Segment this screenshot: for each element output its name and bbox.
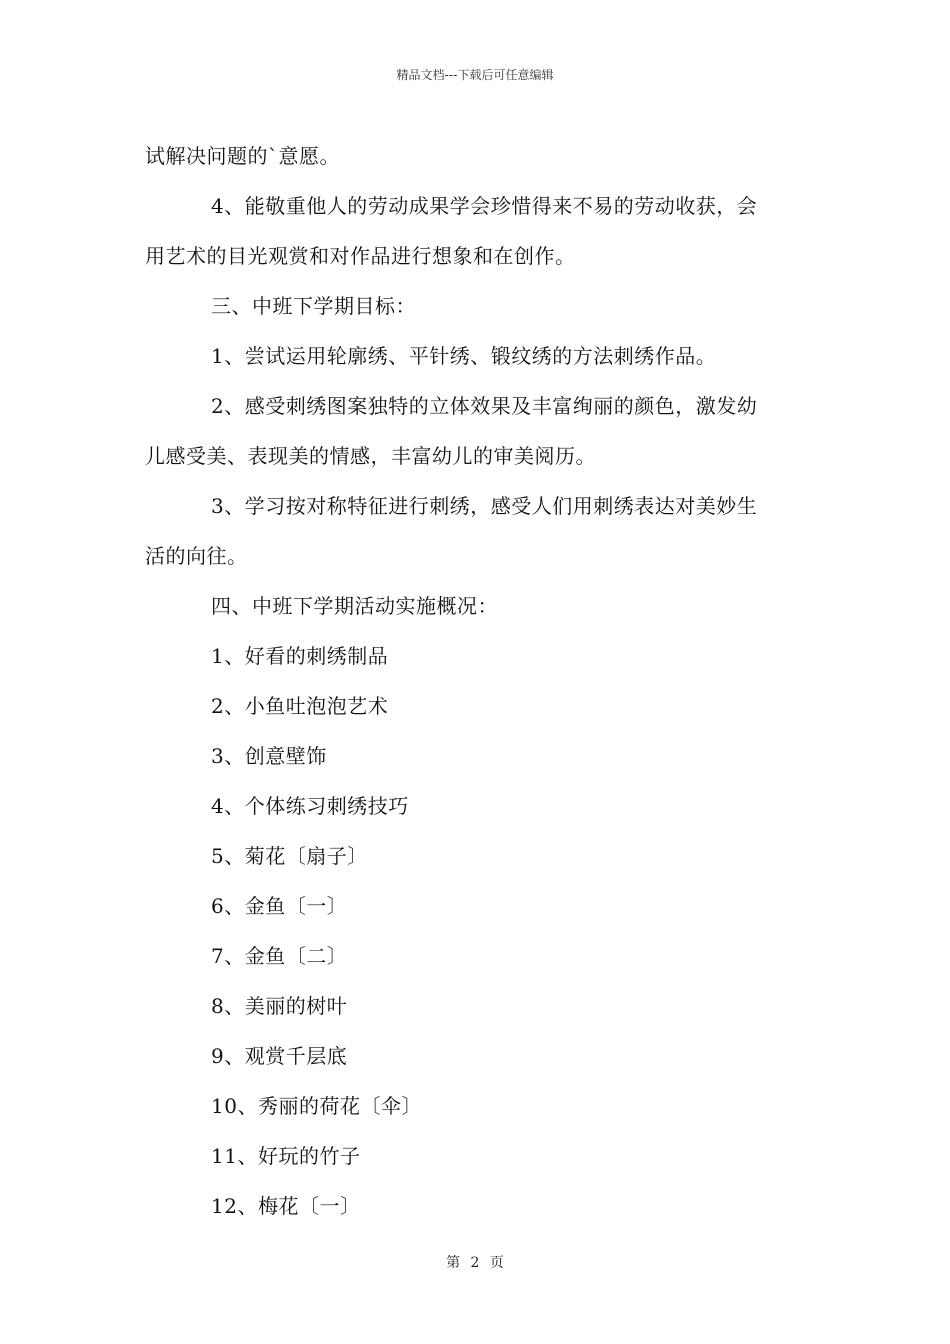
text-line: 5、菊花〔扇子〕 <box>211 844 368 868</box>
text-line: 活的向往。 <box>145 544 248 568</box>
text-line: 1、尝试运用轮廓绣、平针绣、锻纹绣的方法刺绣作品。 <box>211 344 717 368</box>
page-label-prefix: 第 <box>446 1255 461 1271</box>
text-line: 7、金鱼〔二〕 <box>211 944 348 968</box>
text-line: 3、创意壁饰 <box>211 744 327 768</box>
text-line: 8、美丽的树叶 <box>211 994 348 1018</box>
page-header: 精品文档---下载后可任意编辑 <box>396 68 554 82</box>
text-line: 4、个体练习刺绣技巧 <box>211 794 409 818</box>
page-footer <box>0 1252 950 1272</box>
text-line: 用艺术的目光观赏和对作品进行想象和在创作。 <box>145 244 576 268</box>
text-line: 6、金鱼〔一〕 <box>211 894 348 918</box>
page-number: 2 <box>470 1255 480 1271</box>
text-line: 10、秀丽的荷花〔伞〕 <box>211 1094 422 1118</box>
text-line: 11、好玩的竹子 <box>211 1144 361 1168</box>
text-line: 试解决问题的`意愿。 <box>145 144 340 168</box>
document-body <box>145 131 810 1231</box>
text-line: 3、学习按对称特征进行刺绣，感受人们用刺绣表达对美妙生 <box>211 494 758 518</box>
text-line: 12、梅花〔一〕 <box>211 1194 361 1218</box>
page-label-suffix: 页 <box>489 1255 504 1271</box>
text-line: 四、中班下学期活动实施概况： <box>211 594 498 618</box>
text-line: 4、能敬重他人的劳动成果学会珍惜得来不易的劳动收获，会 <box>211 194 758 218</box>
text-line: 三、中班下学期目标： <box>211 294 416 318</box>
text-line: 2、小鱼吐泡泡艺术 <box>211 694 389 718</box>
text-line: 1、好看的刺绣制品 <box>211 644 389 668</box>
text-line: 儿感受美、表现美的情感，丰富幼儿的审美阅历。 <box>145 444 596 468</box>
text-line: 9、观赏千层底 <box>211 1044 348 1068</box>
text-line: 2、感受刺绣图案独特的立体效果及丰富绚丽的颜色，激发幼 <box>211 394 758 418</box>
